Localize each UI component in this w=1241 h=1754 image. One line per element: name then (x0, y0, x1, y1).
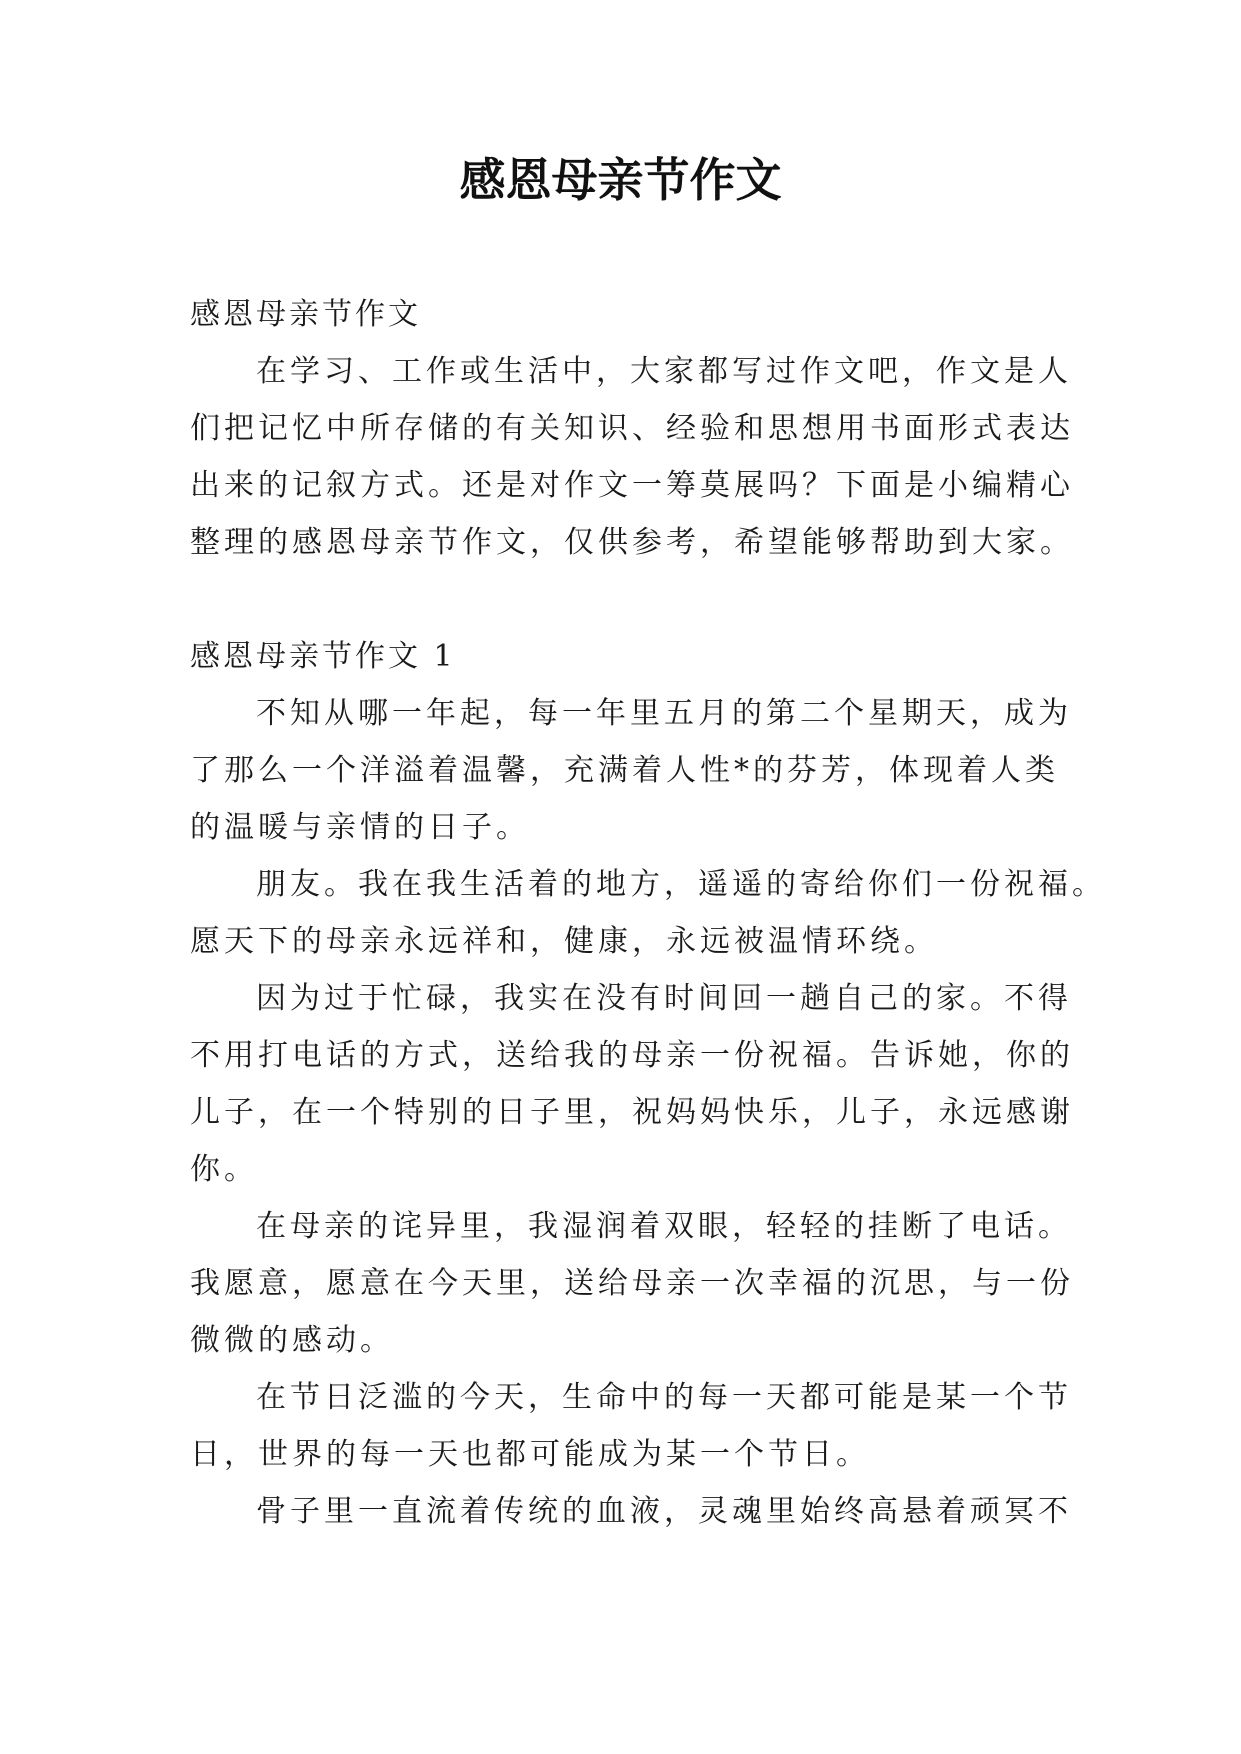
essay-paragraph (190, 685, 1072, 856)
paragraph-line: 的温暖与亲情的日子。 (190, 810, 530, 845)
paragraph-line: 整理的感恩母亲节作文，仅供参考，希望能够帮助到大家。 (190, 525, 1074, 560)
essay-1-heading: 感恩母亲节作文 1 (190, 639, 456, 674)
paragraph-line: 在母亲的诧异里，我湿润着双眼，轻轻的挂断了电话。 (256, 1209, 1072, 1244)
essay-paragraph (190, 1369, 1072, 1483)
paragraph-line: 我愿意，愿意在今天里，送给母亲一次幸福的沉思，与一份 (190, 1266, 1074, 1301)
document-body (190, 286, 1106, 1540)
paragraph-line: 儿子，在一个特别的日子里，祝妈妈快乐，儿子，永远感谢 (190, 1095, 1074, 1130)
paragraph-line: 在学习、工作或生活中，大家都写过作文吧，作文是人 (256, 354, 1072, 389)
paragraph-line: 你。 (190, 1152, 258, 1187)
essay-paragraph (190, 856, 1106, 970)
intro-heading: 感恩母亲节作文 (190, 297, 421, 332)
paragraph-line: 日，世界的每一天也都可能成为某一个节日。 (190, 1437, 870, 1472)
paragraph-line: 不知从哪一年起，每一年里五月的第二个星期天，成为 (256, 696, 1072, 731)
paragraph-line: 因为过于忙碌，我实在没有时间回一趟自己的家。不得 (256, 981, 1072, 1016)
essay-paragraph (190, 970, 1074, 1198)
document-title: 感恩母亲节作文 (459, 153, 782, 207)
paragraph-line: 微微的感动。 (190, 1323, 394, 1358)
paragraph-line: 了那么一个洋溢着温馨，充满着人性*的芬芳，体现着人类 (190, 753, 1059, 788)
intro-paragraph (190, 343, 1074, 571)
essay-paragraph (190, 1198, 1074, 1369)
paragraph-line: 在节日泛滥的今天，生命中的每一天都可能是某一个节 (256, 1380, 1072, 1415)
paragraph-line: 们把记忆中所存储的有关知识、经验和思想用书面形式表达 (190, 411, 1074, 446)
paragraph-line: 出来的记叙方式。还是对作文一筹莫展吗？下面是小编精心 (190, 468, 1074, 503)
paragraph-line: 愿天下的母亲永远祥和，健康，永远被温情环绕。 (190, 924, 938, 959)
essay-paragraph (190, 1483, 1072, 1540)
paragraph-line: 不用打电话的方式，送给我的母亲一份祝福。告诉她，你的 (190, 1038, 1074, 1073)
paragraph-line: 朋友。我在我生活着的地方，遥遥的寄给你们一份祝福。 (256, 867, 1106, 902)
paragraph-line: 骨子里一直流着传统的血液，灵魂里始终高悬着顽冥不 (256, 1494, 1072, 1529)
